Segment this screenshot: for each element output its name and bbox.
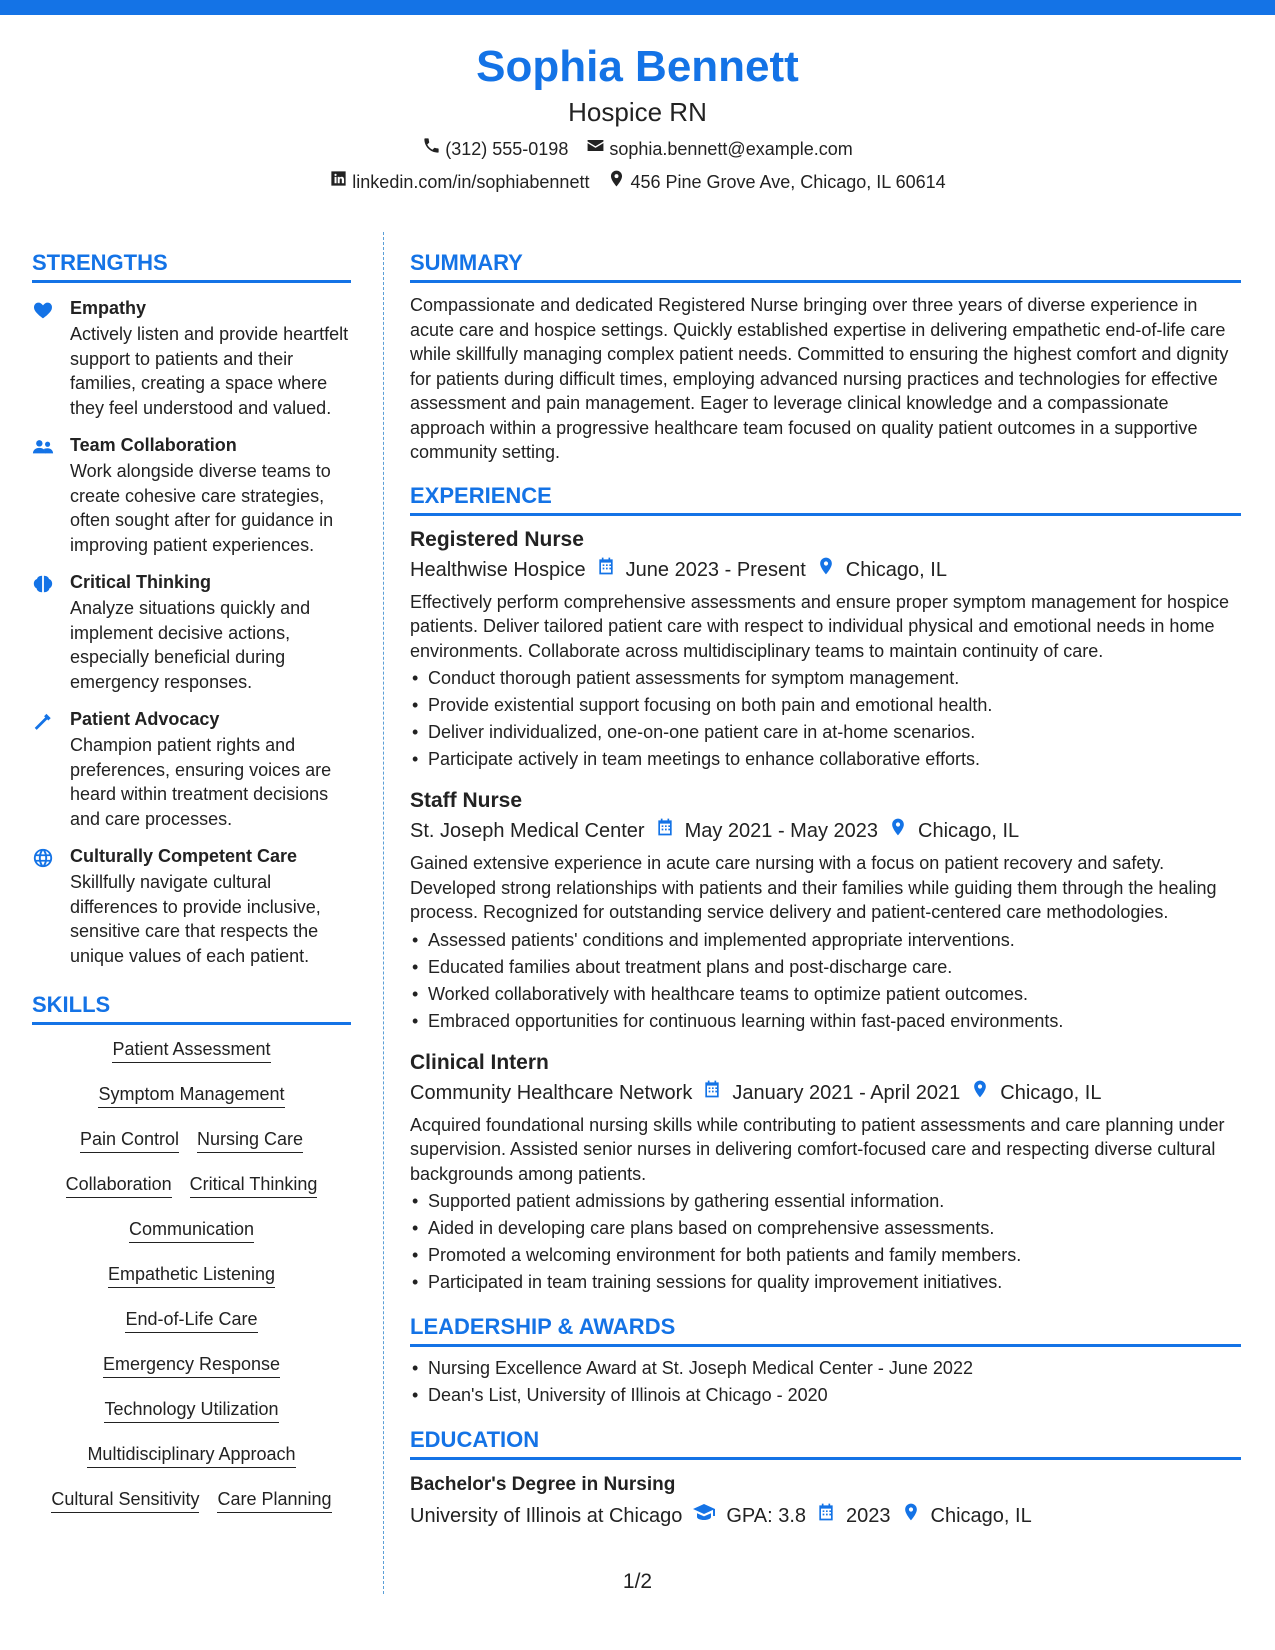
- awards-section: [410, 1314, 1241, 1409]
- job-meta: [410, 556, 1241, 584]
- skill-row: [32, 1217, 351, 1262]
- job-entry: [410, 1049, 1241, 1297]
- contact-address: [607, 169, 945, 194]
- calendar-icon: [816, 1502, 836, 1530]
- skills-list: [32, 1037, 351, 1532]
- job-meta: [410, 1079, 1241, 1107]
- strength-item: [32, 845, 351, 968]
- email-address[interactable]: sophia.bennett@example.com: [609, 138, 853, 159]
- job-bullets: [410, 927, 1241, 1035]
- job-bullet: • Promoted a welcoming environment for both patients and family members.: [410, 1242, 1241, 1269]
- job-bullet: • Participated in team training sessions for quality improvement initiatives.: [410, 1269, 1241, 1296]
- job-bullet: • Deliver individualized, one-on-one patient care in at-home scenarios.: [410, 719, 1241, 746]
- brain-icon: [32, 582, 54, 599]
- job-bullet: • Assessed patients' conditions and implemented appropriate interventions.: [410, 927, 1241, 954]
- map-pin-icon: [607, 169, 626, 194]
- award-item: • Dean's List, University of Illinois at Chicago - 2020: [410, 1382, 1241, 1409]
- strength-item: [32, 434, 351, 557]
- contact-row-1: [0, 136, 1275, 161]
- page-number: 1/2: [622, 1570, 653, 1593]
- job-entry: [410, 526, 1241, 774]
- education-heading: EDUCATION: [410, 1427, 1241, 1460]
- strength-title: Empathy: [70, 298, 147, 318]
- job-entry: [410, 787, 1241, 1035]
- top-accent-bar: [0, 0, 1275, 15]
- job-bullet: • Embraced opportunities for continuous learning within fast-paced environments.: [410, 1008, 1241, 1035]
- job-title: Clinical Intern: [410, 1050, 549, 1074]
- skill-row: [32, 1352, 351, 1397]
- job-location: Chicago, IL: [918, 820, 1020, 842]
- skill-tag: Patient Assessment: [112, 1037, 270, 1063]
- job-description: Gained extensive experience in acute care nursing with a focus on patient recovery and safety. Developed strong relationships with patients and their families while guiding them through the healing process. Recognized for outstanding service delivery and patient-centered care methodologies.: [410, 853, 1217, 922]
- awards-list: [410, 1355, 1241, 1409]
- job-bullet: • Educated families about treatment plans and post-discharge care.: [410, 954, 1241, 981]
- job-description: Effectively perform comprehensive assessments and ensure proper symptom management for hospice patients. Deliver tailored patient care with respect to individual physical and emotional needs in home environments. Collaborate across multidisciplinary teams to maintain continuity of care.: [410, 591, 1230, 661]
- skill-tag: Emergency Response: [103, 1352, 280, 1378]
- calendar-icon: [702, 1079, 722, 1107]
- gpa: GPA: 3.8: [726, 1505, 807, 1527]
- job-company: St. Joseph Medical Center: [410, 820, 645, 842]
- award-item: • Nursing Excellence Award at St. Joseph Medical Center - June 2022: [410, 1355, 1241, 1382]
- map-pin-icon: [901, 1502, 921, 1530]
- skill-row: [32, 1487, 351, 1532]
- left-column: [32, 250, 351, 1532]
- skill-tag: Cultural Sensitivity: [51, 1487, 199, 1513]
- skill-row: [32, 1397, 351, 1442]
- gavel-icon: [32, 719, 54, 736]
- skill-tag: Collaboration: [66, 1172, 172, 1198]
- strength-title: Critical Thinking: [70, 572, 212, 592]
- skill-tag: Communication: [129, 1217, 254, 1243]
- skill-row: [32, 1037, 351, 1082]
- calendar-icon: [655, 817, 675, 845]
- users-icon: [32, 445, 54, 462]
- strength-title: Patient Advocacy: [70, 709, 220, 729]
- job-bullet: • Participate actively in team meetings to enhance collaborative efforts.: [410, 746, 1241, 773]
- job-bullet: • Worked collaboratively with healthcare teams to optimize patient outcomes.: [410, 981, 1241, 1008]
- summary-text: Compassionate and dedicated Registered Nurse bringing over three years of diverse experience in acute care and hospice settings. Quickly established expertise in delivering empathetic end-of-life care while skillfully managing complex patient needs. Committed to ensuring the highest comfort and dignity for patients during difficult times, employing advanced nursing practices and technologies for effective assessment and pain management. Eager to leverage clinical knowledge and a compassionate approach within a progressive healthcare team focused on quality patient outcomes in a supportive community setting.: [410, 295, 1229, 462]
- job-location: Chicago, IL: [845, 558, 947, 581]
- skill-tag: Symptom Management: [98, 1082, 284, 1108]
- skill-row: [32, 1172, 351, 1217]
- strength-title: Team Collaboration: [70, 435, 237, 455]
- phone-icon: [422, 136, 441, 161]
- map-pin-icon: [970, 1079, 990, 1107]
- skill-row: [32, 1442, 351, 1487]
- linkedin-url[interactable]: linkedin.com/in/sophiabennett: [352, 171, 590, 192]
- strength-item: [32, 571, 351, 694]
- heart-icon: [32, 308, 54, 325]
- job-dates: June 2023 - Present: [625, 558, 806, 581]
- globe-icon: [32, 856, 54, 873]
- school-name: University of Illinois at Chicago: [410, 1505, 683, 1527]
- calendar-icon: [596, 556, 616, 584]
- job-bullet: • Provide existential support focusing on both pain and emotional health.: [410, 692, 1241, 719]
- job-bullet: • Conduct thorough patient assessments for symptom management.: [410, 665, 1241, 692]
- skill-row: [32, 1082, 351, 1127]
- strength-desc: Champion patient rights and preferences, ensuring voices are heard within treatment decisions and care processes.: [70, 735, 332, 829]
- education-section: [410, 1427, 1241, 1532]
- envelope-icon: [586, 136, 605, 161]
- job-bullet: • Aided in developing care plans based on comprehensive assessments.: [410, 1215, 1241, 1242]
- address-text: 456 Pine Grove Ave, Chicago, IL 60614: [630, 171, 946, 192]
- skill-tag: End-of-Life Care: [125, 1307, 257, 1333]
- job-meta: [410, 817, 1241, 845]
- skill-row: [32, 1307, 351, 1352]
- skill-tag: Care Planning: [217, 1487, 331, 1513]
- job-dates: January 2021 - April 2021: [732, 1081, 961, 1104]
- skill-row: [32, 1127, 351, 1172]
- awards-heading: LEADERSHIP & AWARDS: [410, 1314, 1241, 1347]
- right-column: [410, 250, 1241, 1532]
- contact-phone: [422, 136, 568, 161]
- job-company: Healthwise Hospice: [410, 558, 586, 581]
- skills-heading: SKILLS: [32, 992, 351, 1025]
- graduation-cap-icon: [692, 1500, 716, 1532]
- map-pin-icon: [888, 817, 908, 845]
- skill-tag: Empathetic Listening: [108, 1262, 275, 1288]
- strengths-heading: STRENGTHS: [32, 250, 351, 283]
- contact-row-2: [0, 169, 1275, 194]
- skill-tag: Nursing Care: [197, 1127, 303, 1153]
- job-location: Chicago, IL: [1000, 1081, 1102, 1104]
- education-meta: [410, 1500, 1241, 1532]
- degree-title: Bachelor's Degree in Nursing: [410, 1474, 676, 1495]
- job-bullets: [410, 665, 1241, 773]
- summary-heading: SUMMARY: [410, 250, 1241, 283]
- job-company: Community Healthcare Network: [410, 1081, 693, 1104]
- contact-linkedin: [329, 169, 589, 194]
- map-pin-icon: [816, 556, 836, 584]
- job-dates: May 2021 - May 2023: [684, 820, 878, 842]
- skill-tag: Pain Control: [80, 1127, 179, 1153]
- experience-heading: EXPERIENCE: [410, 483, 1241, 516]
- job-bullet: • Supported patient admissions by gathering essential information.: [410, 1188, 1241, 1215]
- strength-item: [32, 708, 351, 831]
- job-title: Staff Nurse: [410, 789, 523, 812]
- skill-row: [32, 1262, 351, 1307]
- strength-title: Culturally Competent Care: [70, 846, 298, 866]
- school-location: Chicago, IL: [930, 1505, 1032, 1527]
- candidate-name: Sophia Bennett: [476, 42, 799, 91]
- strength-desc: Analyze situations quickly and implement decisive actions, especially beneficial during emergency responses.: [70, 598, 311, 692]
- skill-tag: Multidisciplinary Approach: [87, 1442, 295, 1468]
- strength-desc: Skillfully navigate cultural differences to provide inclusive, sensitive care that respects the unique values of each patient.: [70, 872, 321, 966]
- job-description: Acquired foundational nursing skills while contributing to patient assessments and care planning under supervision. Assisted senior nurses in delivering comfort-focused care and respecting diverse cultural backgrounds among patients.: [410, 1114, 1225, 1184]
- skill-tag: Critical Thinking: [190, 1172, 318, 1198]
- candidate-role: Hospice RN: [568, 97, 707, 127]
- column-divider: [383, 232, 384, 1594]
- linkedin-icon: [329, 169, 348, 194]
- skill-tag: Technology Utilization: [104, 1397, 278, 1423]
- strength-desc: Work alongside diverse teams to create cohesive care strategies, often sought after for guidance in improving patient experiences.: [70, 461, 334, 555]
- phone-number[interactable]: (312) 555-0198: [445, 138, 569, 159]
- job-bullets: [410, 1188, 1241, 1296]
- strength-item: [32, 297, 351, 420]
- resume-header: [0, 40, 1275, 194]
- strength-desc: Actively listen and provide heartfelt support to patients and their families, creating a space where they feel understood and valued.: [70, 324, 349, 418]
- contact-email: [586, 136, 852, 161]
- graduation-year: 2023: [846, 1505, 891, 1527]
- job-title: Registered Nurse: [410, 527, 584, 551]
